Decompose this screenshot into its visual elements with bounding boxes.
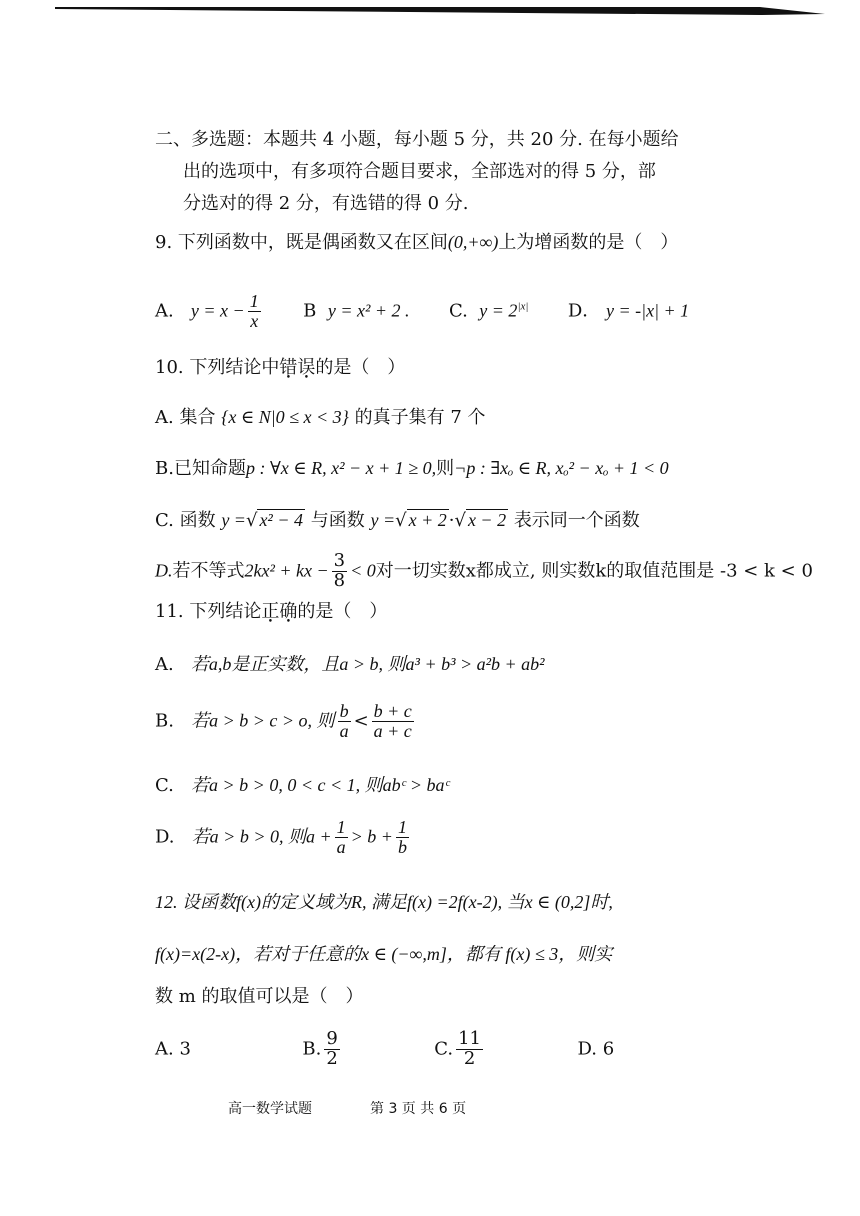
q10-c-label: C. 函数 xyxy=(155,510,216,531)
question-11-option-a xyxy=(155,652,545,677)
q11-d-label: D. xyxy=(155,826,175,848)
question-11-stem xyxy=(155,600,387,624)
q11-stem-emphasis-2: 确 xyxy=(279,601,298,622)
q11-a-text: 若a,b是正实数，且a > b, 则a³ + b³ > a²b + ab² xyxy=(190,654,545,674)
q10-b-proposition: p : ∀x ∈ R, x² − x + 1 ≥ 0, xyxy=(245,458,437,478)
section-heading-line-1: 二、多选题：本题共 4 小题，每小题 5 分，共 20 分. 在每小题给 xyxy=(155,129,679,150)
top-rule xyxy=(0,6,860,20)
q9-option-c-label: C. xyxy=(448,300,468,322)
q11-b-numerator-2: b + c xyxy=(373,701,412,721)
q11-b-pre: 若a > b > c > o, 则 xyxy=(191,710,335,731)
question-12-line-1: 12. 设函数f(x)的定义域为R, 满足f(x) =2f(x-2), 当x ∈ (0,2]时, xyxy=(155,892,613,912)
q9-option-d-label: D． xyxy=(567,300,601,322)
q10-c-func1-radicand: x² − 4 xyxy=(259,510,303,530)
q9-stem-after: 上为增函数的是（ ） xyxy=(498,232,679,253)
question-10-stem xyxy=(155,356,405,380)
q11-d-fraction-2 xyxy=(396,818,409,857)
q10-c-func2-radicand-1: x + 2 xyxy=(408,510,447,530)
section-heading-line-3: 分选对的得 2 分，有选错的得 0 分. xyxy=(183,193,469,214)
q12-option-c-fraction xyxy=(456,1030,483,1069)
q10-a-text: 的真子集有 7 个 xyxy=(354,407,486,428)
question-12-line-2: f(x)=x(2-x)，若对于任意的x ∈ (−∞,m]，都有 f(x) ≤ 3，则实 xyxy=(155,944,613,964)
question-10-option-a xyxy=(155,405,486,430)
q10-d-denominator: 8 xyxy=(333,569,346,591)
q11-b-denominator-2: a + c xyxy=(373,720,412,741)
q10-b-label: B.已知命题 xyxy=(155,458,246,479)
q11-b-fraction-2 xyxy=(372,702,414,741)
q12-option-a: A. 3 xyxy=(155,1038,191,1060)
q11-d-mid: > b + xyxy=(350,826,393,847)
q11-stem-post: 的是（ ） xyxy=(297,601,388,622)
q10-a-set: {x ∈ N|0 ≤ x < 3} xyxy=(221,407,349,427)
question-9-stem xyxy=(155,230,678,255)
footer-title: 高一数学试题 xyxy=(228,1101,312,1117)
sqrt-icon: √ xyxy=(395,510,407,531)
q11-b-numerator-1: b xyxy=(339,701,349,721)
question-9-options xyxy=(155,292,689,331)
q10-a-label: A. 集合 xyxy=(155,407,216,428)
q9-option-a-formula: y = x − xyxy=(190,300,245,321)
q11-d-pre: 若a > b > 0, 则a + xyxy=(191,826,332,847)
q10-c-tail: 表示同一个函数 xyxy=(513,510,640,531)
q11-b-denominator-1: a xyxy=(339,720,349,741)
q12-option-c-label: C. xyxy=(434,1038,454,1060)
q11-a-label: A. xyxy=(155,654,174,675)
question-11-option-c xyxy=(155,773,449,798)
q11-b-less-than: < xyxy=(353,710,369,732)
q11-d-fraction-1 xyxy=(335,818,348,857)
q10-d-label: D. xyxy=(155,560,173,581)
q10-c-func2-radicand-2: x − 2 xyxy=(467,510,507,530)
q11-c-label: C. xyxy=(155,775,174,796)
sqrt-icon: √ xyxy=(245,510,258,531)
section-heading-line-2: 出的选项中，有多项符合题目要求，全部选对的得 5 分，部 xyxy=(183,161,656,182)
q10-b-negation: ¬p : ∃xₒ ∈ R, xₒ² − xₒ + 1 < 0 xyxy=(454,458,669,478)
question-11-option-b xyxy=(155,702,417,741)
q12-c-denominator: 2 xyxy=(463,1047,476,1069)
q9-option-a-label: A. xyxy=(155,300,174,322)
q12-option-b-fraction xyxy=(324,1030,339,1069)
q11-b-label: B. xyxy=(155,710,174,732)
q12-option-d: D. 6 xyxy=(577,1038,615,1060)
q9-option-d-formula: y = -|x| + 1 xyxy=(606,300,690,321)
question-12-options xyxy=(155,1030,614,1069)
q10-stem-pre: 10. 下列结论中 xyxy=(155,357,280,378)
q10-stem-post: 的是（ ） xyxy=(315,357,406,378)
q9-a-numerator: 1 xyxy=(249,291,259,311)
question-12-line-3: 数 m 的取值可以是（ ） xyxy=(155,986,364,1007)
q11-stem-pre: 11. 下列结论 xyxy=(155,601,262,622)
q11-d-numerator-2: 1 xyxy=(397,817,407,837)
q11-d-denominator-2: b xyxy=(397,836,407,857)
q12-b-denominator: 2 xyxy=(326,1047,338,1069)
q12-b-numerator: 9 xyxy=(326,1028,338,1049)
q9-option-c-formula: y = 2 xyxy=(479,300,518,321)
q10-d-pre: 若不等式 xyxy=(172,560,245,582)
q9-option-a-fraction xyxy=(248,292,261,331)
q12-option-b-label: B. xyxy=(302,1038,322,1060)
q10-stem-emphasis-1: 错 xyxy=(279,357,298,378)
q10-stem-emphasis-2: 误 xyxy=(297,357,316,378)
question-10-option-d xyxy=(155,552,813,591)
question-10-option-b xyxy=(155,456,669,481)
q9-a-denominator: x xyxy=(250,310,259,331)
q10-d-numerator: 3 xyxy=(333,550,346,571)
q11-c-text: 若a > b > 0, 0 < c < 1, 则abᶜ > baᶜ xyxy=(191,775,450,795)
q10-c-with: 与函数 xyxy=(310,510,365,531)
q11-d-denominator-1: a xyxy=(336,836,346,857)
footer-page-number: 第 3 页 共 6 页 xyxy=(370,1101,467,1117)
question-11-option-d xyxy=(155,818,412,857)
q11-stem-emphasis-1: 正 xyxy=(261,601,280,622)
q10-c-func2-prefix: y = xyxy=(370,510,396,530)
q9-option-b-label: B xyxy=(303,300,317,322)
q11-b-fraction-1 xyxy=(338,702,351,741)
q11-d-numerator-1: 1 xyxy=(336,817,346,837)
q9-interval: (0,+∞) xyxy=(447,232,499,252)
q12-c-numerator: 11 xyxy=(458,1028,482,1049)
q10-c-func2-dot: · xyxy=(448,510,455,531)
q10-c-func1-prefix: y = xyxy=(221,510,246,530)
q10-d-inequality: 2kx² + kx − xyxy=(244,560,329,581)
q10-d-tail: 对一切实数x都成立, 则实数k的取值范围是 -3 < k < 0 xyxy=(375,560,813,582)
q10-b-then: 则 xyxy=(436,458,455,479)
q9-option-b-formula: y = x² + 2 . xyxy=(327,300,410,321)
sqrt-icon: √ xyxy=(454,510,466,531)
q9-stem-before: 9. 下列函数中，既是偶函数又在区间 xyxy=(155,232,448,253)
q10-d-fraction xyxy=(332,552,347,591)
q10-d-after-fraction: < 0 xyxy=(350,560,376,581)
q9-option-c-exponent: |x| xyxy=(517,300,529,313)
question-10-option-c xyxy=(155,508,640,533)
